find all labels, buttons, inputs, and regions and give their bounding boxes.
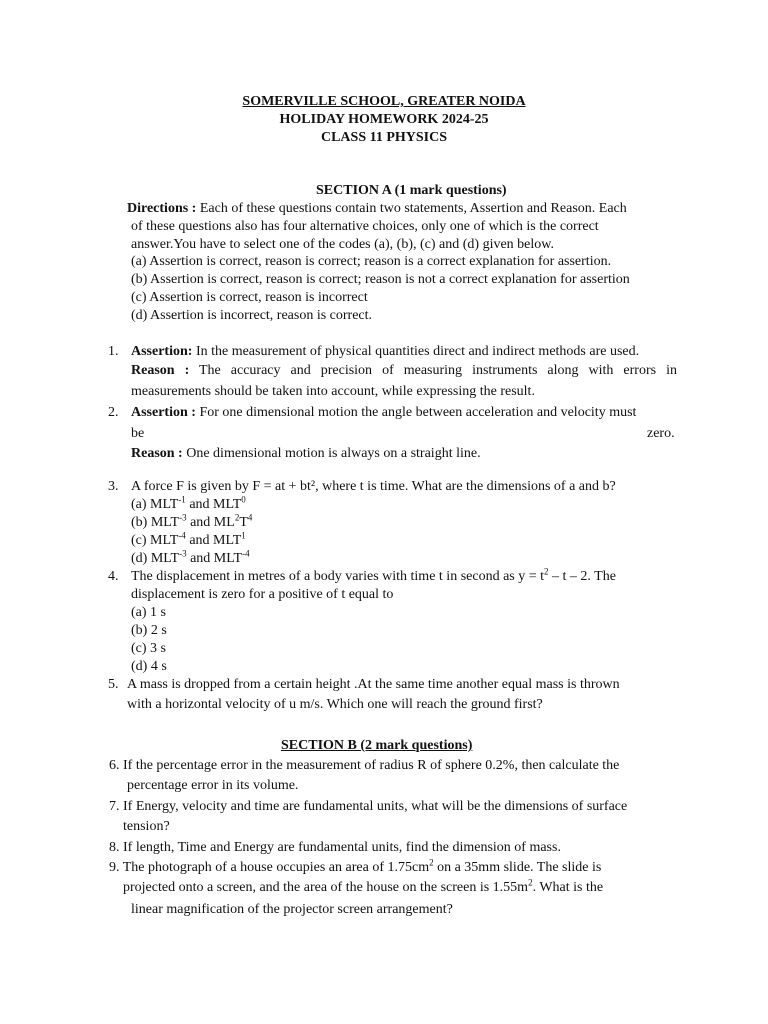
directions-line-1 [127,200,627,218]
q1-assertion-label: Assertion: [131,344,193,359]
q7-line-2: tension? [123,819,170,834]
q4-option-d: (d) 4 s [131,659,167,674]
q1-reason-text: The accuracy and precision of measuring instruments along with errors in [189,363,677,378]
q3-option-b: (b) $MLT^{-3}$ and $ML^2T^4$ [131,512,253,530]
directions-line-3: answer.You have to select one of the codes (a), (b), (c) and (d) given below. [131,237,554,252]
q2-line-2-left: be [131,426,145,441]
directions-text-1: Each of these questions contain two statements, Assertion and Reason. Each [196,201,627,216]
section-b-heading: SECTION B (2 mark questions) [281,738,473,753]
q1-reason [131,362,677,380]
q3-option-d: (d) $MLT^{-3}$ and $MLT^{-4}$ [131,548,250,566]
q1-assertion-text: In the measurement of physical quantities direct and indirect methods are used. [192,344,640,359]
class-title: CLASS 11 PHYSICS [320,130,448,145]
q2-assertion-label: Assertion : [131,405,196,420]
q4-option-c: (c) 3 s [131,641,166,656]
q1-number: 1. [108,344,119,359]
q3-number: 3. [108,479,119,494]
q9-line-2: projected onto a screen, and the area of the house on the screen is $1.55m^2$. What is the [123,877,604,895]
code-c: (c) Assertion is correct, reason is incorrect [131,290,368,305]
q2-reason-text: One dimensional motion is always on a straight line. [182,446,481,461]
code-b: (b) Assertion is correct, reason is correct; reason is not a correct explanation for assertion [131,272,630,287]
q1-reason-label: Reason : [131,363,190,378]
q4-option-a: (a) 1 s [131,605,166,620]
code-a: (a) Assertion is correct, reason is correct; reason is a correct explanation for assertion. [131,254,612,269]
q3-option-a: (a) $MLT^{-1}$ and MLT$^0$ [131,494,246,512]
school-name: SOMERVILLE SCHOOL, GREATER NOIDA [242,94,526,109]
q2-line-2-right: zero. [647,426,675,441]
directions-label: Directions : [127,201,197,216]
q5-line-2: with a horizontal velocity of u m/s. Which one will reach the ground first? [127,697,543,712]
q8-line-1: 8. If length, Time and Energy are fundamental units, find the dimension of mass. [109,840,561,855]
q4-option-b: (b) 2 s [131,623,167,638]
code-d: (d) Assertion is incorrect, reason is correct. [131,308,373,323]
q5-line-1: A mass is dropped from a certain height .At the same time another equal mass is thrown [127,677,620,692]
q3-text: A force F is given by F = at + bt², where t is time. What are the dimensions of a and b? [131,479,616,494]
q7-line-1: 7. If Energy, velocity and time are fundamental units, what will be the dimensions of surface [109,799,628,814]
q4-text: The displacement in metres of a body varies with time t in second as $y = t^2 - t - 2$. The [131,566,616,584]
q2-number: 2. [108,405,119,420]
directions-line-2: of these questions also has four alternative choices, only one of which is the correct [131,219,599,234]
q9-line-3: linear magnification of the projector screen arrangement? [131,902,453,917]
q3-option-c: (c) $MLT^{-4}$ and MLT$^1$ [131,530,246,548]
q1-reason-line-2: measurements should be taken into account, while expressing the result. [131,384,535,399]
q2-assertion [131,404,636,422]
q2-assertion-text: For one dimensional motion the angle between acceleration and velocity must [195,405,637,420]
q4-number: 4. [108,569,119,584]
q4-line-2: displacement is zero for a positive of t equal to [131,587,394,602]
q2-reason [131,445,481,463]
section-a-heading: SECTION A (1 mark questions) [316,183,507,198]
q6-line-1: 6. If the percentage error in the measurement of radius R of sphere 0.2%, then calculate the [109,758,620,773]
q5-number: 5. [108,677,119,692]
homework-title: HOLIDAY HOMEWORK 2024-25 [279,112,489,127]
q2-reason-label: Reason : [131,446,183,461]
q1-assertion [131,343,639,361]
q9-line-1: 9. The photograph of a house occupies an area of $1.75cm^2$ on a 35mm slide. The slide is [109,857,602,875]
q6-line-2: percentage error in its volume. [127,778,299,793]
